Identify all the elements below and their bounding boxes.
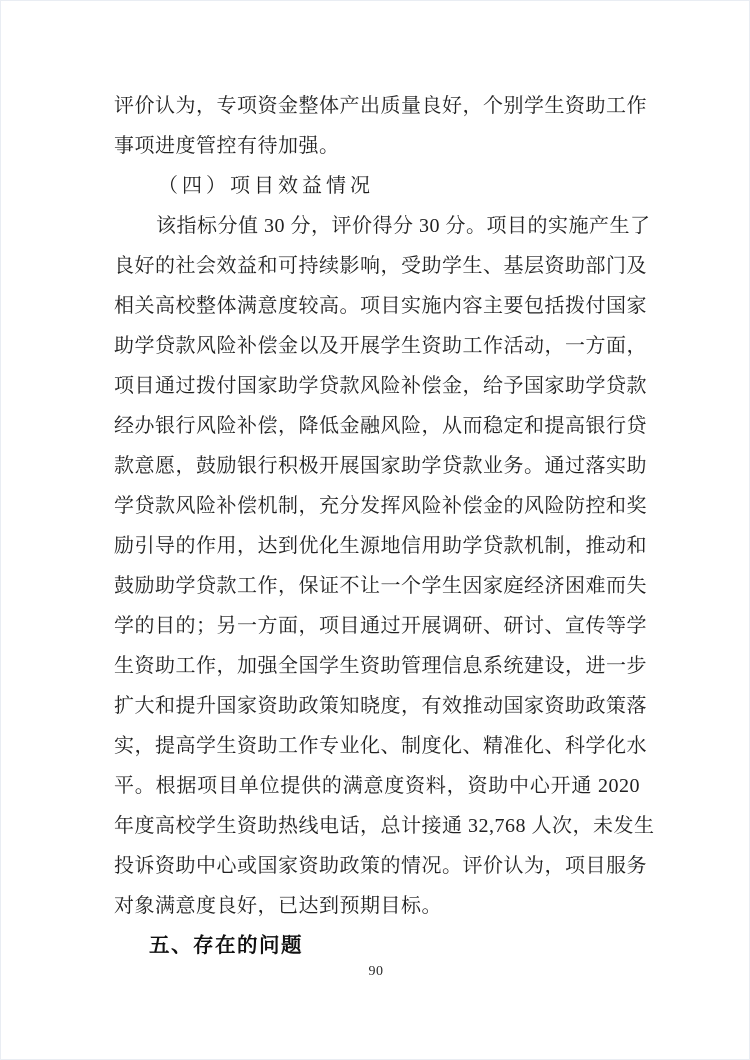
body-text-line: 学贷款风险补偿机制，充分发挥风险补偿金的风险防控和奖 [114, 495, 647, 517]
body-text-line: 励引导的作用，达到优化生源地信用助学贷款机制，推动和 [114, 535, 647, 557]
body-text-line: 评价认为，专项资金整体产出质量良好，个别学生资助工作 [114, 95, 647, 117]
body-text-line: 平。根据项目单位提供的满意度资料，资助中心开通 2020 [114, 775, 640, 797]
body-text-line: 对象满意度良好，已达到预期目标。 [114, 895, 442, 917]
body-text-line: 相关高校整体满意度较高。项目实施内容主要包括拨付国家 [114, 295, 647, 317]
body-text-line: 事项进度管控有待加强。 [114, 135, 340, 157]
body-text-line: 扩大和提升国家资助政策知晓度，有效推动国家资助政策落 [114, 695, 647, 717]
page-number: 90 [368, 964, 384, 979]
body-text-line: 助学贷款风险补偿金以及开展学生资助工作活动，一方面， [114, 335, 647, 357]
body-text-line: 生资助工作，加强全国学生资助管理信息系统建设，进一步 [114, 655, 647, 677]
section-heading-existing-problems: 五、存在的问题 [149, 934, 303, 957]
section-heading-project-benefit: （四）项目效益情况 [158, 175, 374, 197]
page-body-text [114, 86, 655, 966]
body-text-line: 实，提高学生资助工作专业化、制度化、精准化、科学化水 [114, 735, 647, 757]
body-text-line: 投诉资助中心或国家资助政策的情况。评价认为，项目服务 [114, 855, 647, 877]
body-text-line: 鼓励助学贷款工作，保证不让一个学生因家庭经济困难而失 [114, 575, 647, 597]
body-text-line: 经办银行风险补偿，降低金融风险，从而稳定和提高银行贷 [114, 415, 647, 437]
body-text-line: 该指标分值 30 分，评价得分 30 分。项目的实施产生了 [156, 215, 651, 237]
body-text-line: 学的目的；另一方面，项目通过开展调研、研讨、宣传等学 [114, 615, 647, 637]
body-text-line: 年度高校学生资助热线电话，总计接通 32,768 人次，未发生 [114, 815, 655, 837]
body-text-line: 良好的社会效益和可持续影响，受助学生、基层资助部门及 [114, 255, 647, 277]
body-text-line: 项目通过拨付国家助学贷款风险补偿金，给予国家助学贷款 [114, 375, 647, 397]
body-text-line: 款意愿，鼓励银行积极开展国家助学贷款业务。通过落实助 [114, 455, 647, 477]
